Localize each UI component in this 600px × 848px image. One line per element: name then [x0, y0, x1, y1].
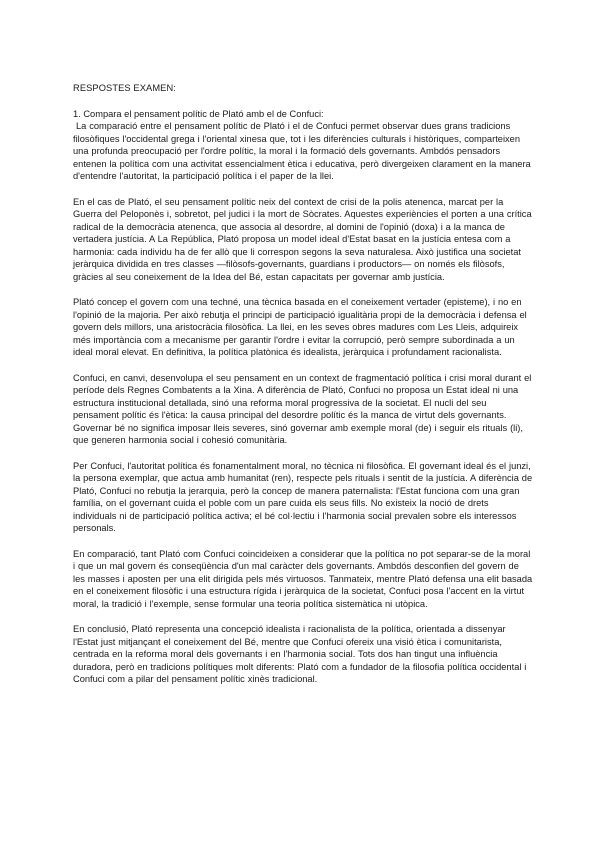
paragraph-comparison: En comparació, tant Plató com Confuci coincideixen a considerar que la política no pot separar-se de la moral i que un mal govern és conseqüència d'un mal caràcter dels governants. Ambdós desconfien del govern de les masses i aposten per una elit dirigida pels més virtuosos. Tanmateix, mentre Plató defensa una elit basada en el coneixement filosòfic i una estructura rígida i jeràrquica de la societat, Confuci posa l'accent en la virtut moral, la tradició i l'exemple, sense formular una teoria política sistemàtica ni utòpica. — [73, 548, 533, 609]
document-heading: RESPOSTES EXAMEN: — [73, 83, 176, 93]
paragraph-confucius-context: Confuci, en canvi, desenvolupa el seu pensament en un context de fragmentació política i crisi moral durant el període dels Regnes Combatents a la Xina. A diferència de Plató, Confuci no proposa un Estat ideal ni una estructura institucional detallada, sinó una reforma moral progressiva de la societat. El nucli del seu pensament polític és l'ètica: la causa principal del desordre polític és la manca de virtut dels governants. Governar bé no significa imposar lleis severes, sinó governar amb exemple moral (de) i seguir els rituals (li), que generen harmonia social i cohesió comunitària. — [73, 372, 532, 445]
paragraph-plato-government: Plató concep el govern com una techné, una tècnica basada en el coneixement vertader (episteme), i no en l'opinió de la majoria. Per això rebutja el principi de participació igualitària propi de la democràcia i defensa el govern dels millors, una aristocràcia filosòfica. La llei, en les seves obres madures com Les Lleis, adquireix més importància com a mecanisme per garantir l'ordre i evitar la corrupció, però sempre subordinada a un ideal moral elevat. En definitiva, la política platònica és idealista, jeràrquica i profundament racionalista. — [73, 297, 527, 357]
paragraph-conclusion: En conclusió, Plató representa una concepció idealista i racionalista de la política, orientada a dissenyar l'Estat just mitjançant el coneixement del Bé, mentre que Confuci ofereix una visió ètica i comunitarista, centrada en la reforma moral dels governants i en l'harmonia social. Tots dos han tingut una influència duradora, però en tradicions polítiques molt diferents: Plató com a fundador de la filosofia política occidental i Confuci com a pilar del pensament polític xinès tradicional. — [73, 624, 527, 684]
paragraph-introduction: La comparació entre el pensament polític de Plató i el de Confuci permet observar dues grans tradicions filosòfiques l'occidental grega i l'oriental xinesa que, tot i les diferències culturals i històriques, comparteixen una profunda preocupació per l'ordre polític, la moral i la formació dels governants. Ambdós pensadors entenen la política com una activitat essencialment ètica i educativa, però divergeixen clarament en la manera d'entendre l'autoritat, la participació política i el paper de la llei. — [73, 121, 531, 181]
document-page — [73, 82, 533, 699]
paragraph-plato-context: En el cas de Plató, el seu pensament polític neix del context de crisi de la polis atenenca, marcat per la Guerra del Peloponès i, sobretot, pel judici i la mort de Sòcrates. Aquestes experiències el porten a una crítica radical de la democràcia atenenca, que associa al desordre, al domini de l'opinió (doxa) i a la manca de vertadera justícia. A La República, Plató proposa un model ideal d'Estat basat en la justícia entesa com a harmonia: cada individu ha de fer allò que li correspon segons la seva naturalesa. Això justifica una societat jeràrquica dividida en tres classes —filòsofs-governants, guardians i productors— on només els filòsofs, gràcies al seu coneixement de la Idea del Bé, estan capacitats per governar amb justícia. — [73, 196, 532, 282]
paragraph-confucius-authority: Per Confuci, l'autoritat política és fonamentalment moral, no tècnica ni filosòfica. El governant ideal és el junzi, la persona exemplar, que actua amb humanitat (ren), respecte pels rituals i sentit de la justícia. A diferència de Plató, Confuci no rebutja la jerarquia, però la concep de manera paternalista: l'Estat funciona com una gran família, on el governant cuida el poble com un pare cuida els seus fills. No existeix la noció de drets individuals ni de participació política activa; el bé col·lectiu i l'harmonia social prevalen sobre els interessos personals. — [73, 460, 533, 533]
question-title: 1. Compara el pensament polític de Plató amb el de Confuci: — [73, 108, 324, 119]
